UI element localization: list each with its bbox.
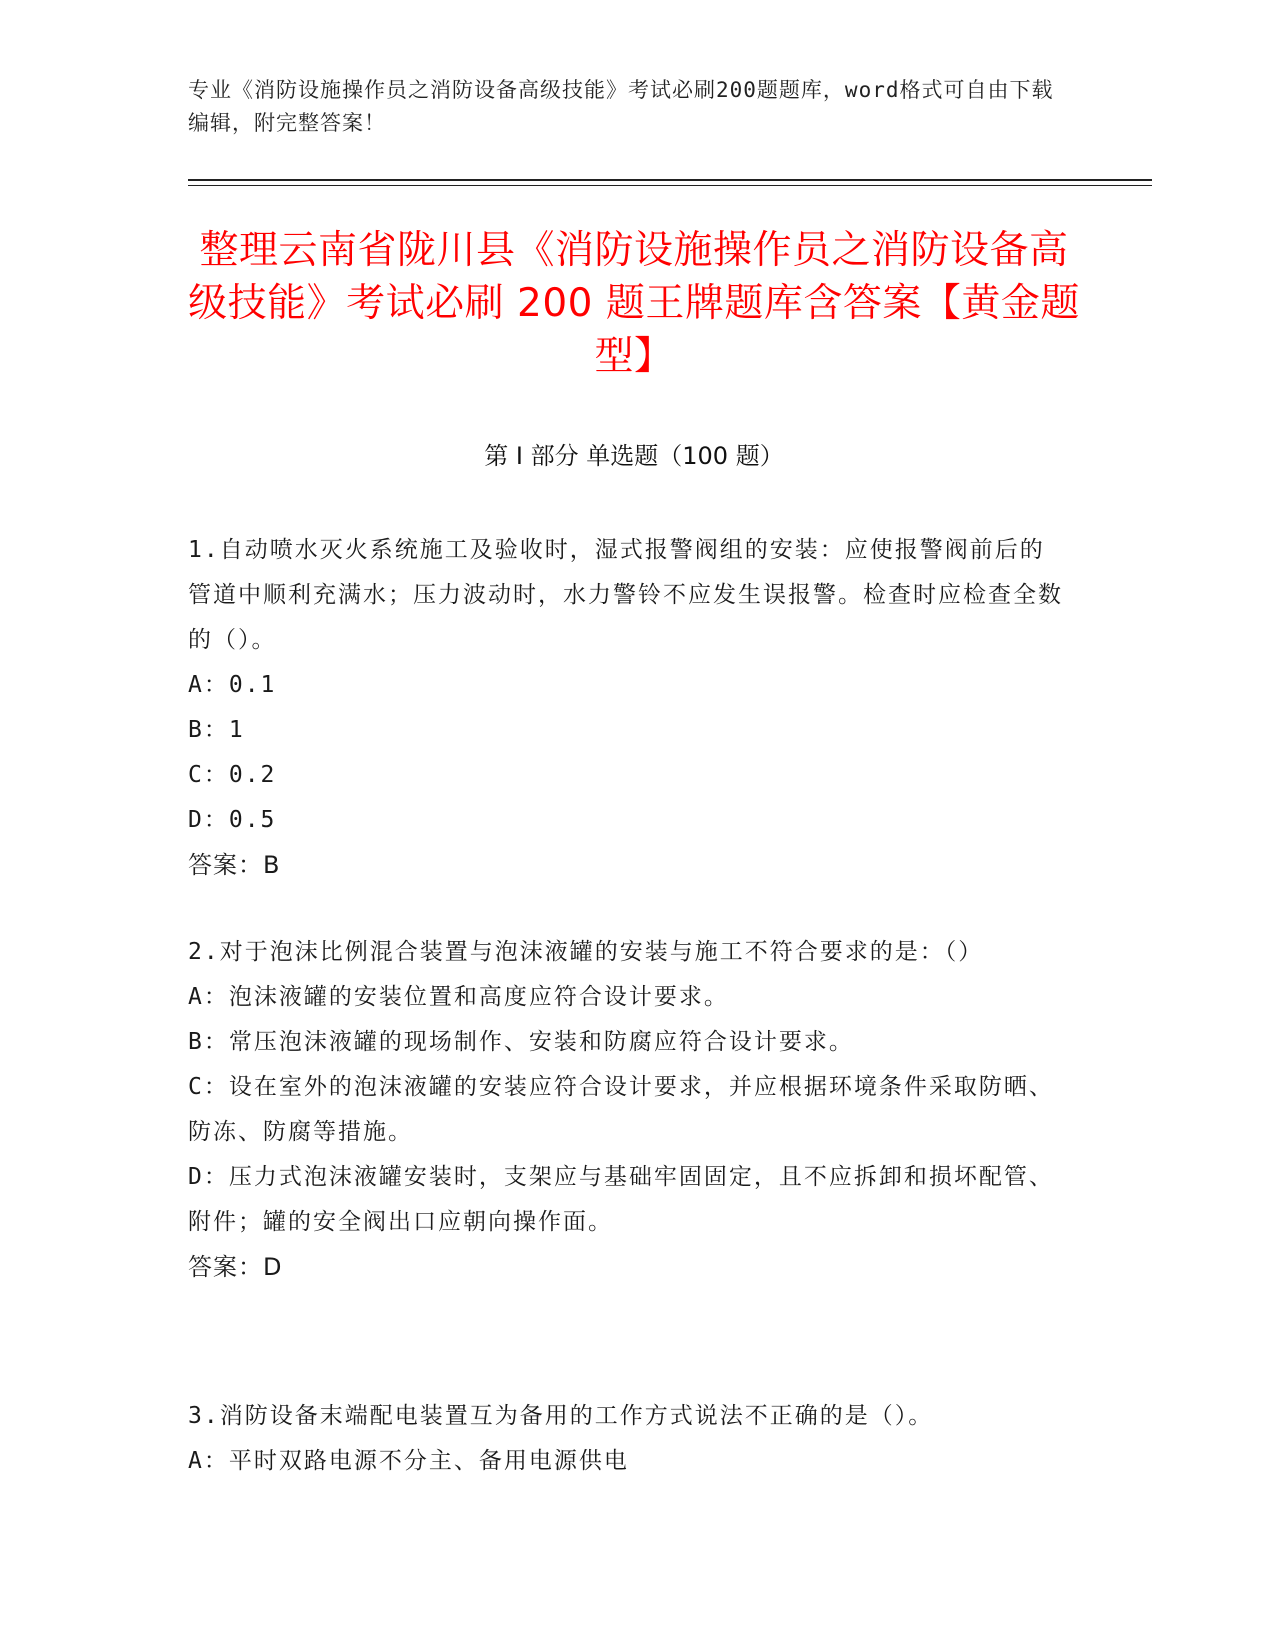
header-divider-thick (188, 179, 1152, 181)
document-title: 整理云南省陇川县《消防设施操作员之消防设备高级技能》考试必刷 200 题王牌题库含答案【黄金题型】 (188, 228, 1080, 379)
option-b: B：常压泡沫液罐的现场制作、安装和防腐应符合设计要求。 (188, 1029, 854, 1055)
question-stem: 1.自动喷水灭火系统施工及验收时，湿式报警阀组的安装：应使报警阀前后的管道中顺利充满水；压力波动时，水力警铃不应发生误报警。检查时应检查全数的（）。 (188, 537, 1063, 653)
question-3 (188, 1394, 1068, 1484)
question-stem: 2.对于泡沫比例混合装置与泡沫液罐的安装与施工不符合要求的是：（） (188, 939, 984, 965)
answer: 答案：D (188, 1253, 283, 1281)
answer: 答案：B (188, 851, 281, 879)
option-c: C：0.2 (188, 762, 277, 788)
section-heading: 第 I 部分 单选题（100 题） (484, 442, 784, 470)
header-note: 专业《消防设施操作员之消防设备高级技能》考试必刷200题题库，word格式可自由下载编辑，附完整答案！ (188, 78, 1054, 135)
option-a: A：平时双路电源不分主、备用电源供电 (188, 1448, 629, 1474)
option-d: D：压力式泡沫液罐安装时，支架应与基础牢固固定，且不应拆卸和损坏配管、附件；罐的安全阀出口应朝向操作面。 (188, 1164, 1054, 1235)
option-a: A：泡沫液罐的安装位置和高度应符合设计要求。 (188, 984, 729, 1010)
option-a: A：0.1 (188, 672, 277, 698)
question-stem: 3.消防设备末端配电装置互为备用的工作方式说法不正确的是（）。 (188, 1403, 934, 1429)
question-1 (188, 528, 1068, 888)
question-2 (188, 930, 1068, 1290)
option-c: C：设在室外的泡沫液罐的安装应符合设计要求，并应根据环境条件采取防晒、防冻、防腐等措施。 (188, 1074, 1054, 1145)
option-b: B：1 (188, 717, 245, 743)
header-divider-thin (188, 185, 1152, 186)
option-d: D：0.5 (188, 807, 277, 833)
